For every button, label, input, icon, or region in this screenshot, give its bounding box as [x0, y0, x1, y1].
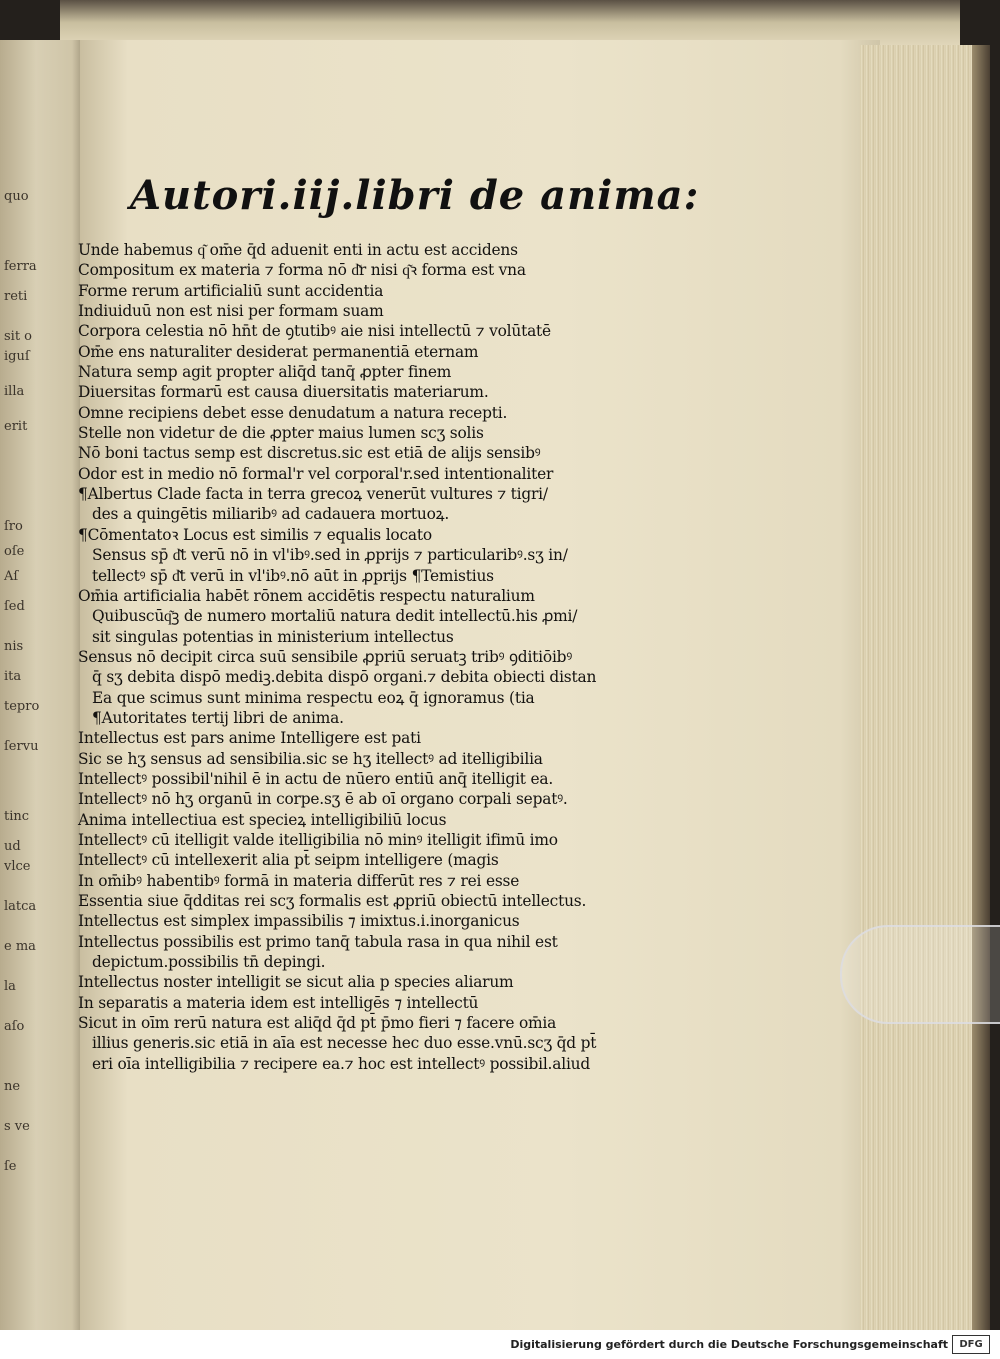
- left-page-fragment: la: [4, 979, 16, 994]
- left-page-fragment: Aſ: [4, 569, 19, 584]
- text-line: Intellectus est pars anime Intelligere est pati: [78, 729, 421, 748]
- text-line: Om̄ia artificialia habēt rōnem accidētis respectu naturalium: [78, 586, 535, 605]
- text-line: Ea que scimus sunt minima respectu eoꝝ q̄ ignoramus (tia: [92, 688, 535, 707]
- text-line: Intellectꝰ cū intellexerit alia pt̄ seipm intelligere (magis: [78, 851, 499, 870]
- text-line: Sic se hʒ sensus ad sensibilia.sic se hʒ itellectꝰ ad itelligibilia: [78, 749, 543, 768]
- text-line: In separatis a materia idem est intelligēs ⁊ intellectū: [78, 993, 479, 1012]
- text-line: Natura semp agit propter aliq̄d tanq̄ ꝓpter finem: [78, 363, 452, 382]
- text-line: Om̄e ens naturaliter desiderat permanentiā eternam: [78, 342, 479, 361]
- text-line: eri oīa intelligibilia ⁊ recipere ea.⁊ hoc est intellectꝰ possibil.aliud: [92, 1054, 591, 1073]
- left-page-fragment: oſe: [4, 544, 25, 559]
- text-line: des a quingētis miliaribꝰ ad cadauera mortuoꝝ.: [92, 505, 450, 524]
- text-line: Indiuiduū non est nisi per formam suam: [78, 302, 384, 321]
- left-page-fragment: ud: [4, 839, 21, 854]
- left-page-fragment: nis: [4, 639, 24, 654]
- text-line: Sensus nō decipit circa suū sensibile ꝓpriū seruatꝫ tribꝰ ꝯditiōibꝰ: [78, 647, 572, 666]
- page-fore-edge: [860, 45, 990, 1330]
- text-line: Sicut in oīm rerū natura est aliq̄d q̄d pt̄ p̄mo fieri ⁊ facere om̄ia: [78, 1014, 557, 1033]
- text-line: ¶Albertus Clade facta in terra grecoꝝ venerūt vultures ⁊ tigri/: [78, 485, 548, 504]
- text-line: Unde habemus q͂ om̄e q̄d aduenit enti in actu est accidens: [78, 241, 518, 259]
- left-page-fragment: ſed: [4, 599, 25, 614]
- text-line: Anima intellectiua est specieꝝ intelligibiliū locus: [78, 810, 447, 829]
- left-page-fragment: vlce: [4, 859, 31, 874]
- left-page-fragment: tepro: [4, 699, 40, 714]
- text-line: Corpora celestia nō hn̄t de ꝯtutibꝰ aie nisi intellectū ⁊ volūtatē: [78, 322, 551, 341]
- text-line: ¶Cōmentatoꝛ Locus est similis ⁊ equalis locato: [78, 525, 432, 544]
- left-page-fragment: aſo: [4, 1019, 25, 1034]
- left-page-fragment: quo: [4, 189, 29, 204]
- left-page-fragment: ferra: [4, 259, 37, 274]
- funding-credit: Digitalisierung gefördert durch die Deutsche Forschungsgemeinschaft: [510, 1338, 948, 1351]
- text-line: sit singulas potentias in ministerium intellectus: [92, 627, 454, 646]
- left-page-fragment: latca: [4, 899, 37, 914]
- left-page-fragment: reti: [4, 289, 28, 304]
- text-line: Intellectꝰ possibil'nihil ē in actu de nūero entiū anq̄ itelligit ea.: [78, 769, 554, 788]
- left-page: [0, 40, 90, 1330]
- text-line: Essentia siue q̄dditas rei scʒ formalis est ꝓpriū obiectū intellectus.: [78, 892, 587, 910]
- left-page-fragment: tinc: [4, 809, 30, 824]
- text-line: Stelle non videtur de die ꝓpter maius lumen scʒ solis: [78, 424, 484, 443]
- left-page-fragment: s ve: [4, 1119, 30, 1134]
- text-line: Forme rerum artificialiū sunt accidentia: [78, 281, 384, 300]
- left-page-fragment: iguſ: [4, 349, 30, 364]
- text-line: q̄ sʒ debita dispō mediꝫ.debita dispō organi.⁊ debita obiecti distan: [92, 668, 597, 687]
- page-text: [78, 240, 638, 1074]
- text-line: illius generis.sic etiā in aīa est necesse hec duo esse.vnū.scʒ q̄d pt̄: [92, 1034, 597, 1053]
- left-page-fragment: erit: [4, 419, 28, 434]
- text-line: In om̄ibꝰ habentibꝰ formā in materia differūt res ⁊ rei esse: [78, 871, 520, 890]
- text-line: Compositum ex materia ⁊ forma nō d͂r nisi q͂ꝛ forma est vna: [78, 261, 526, 280]
- text-line: Omne recipiens debet esse denudatum a natura recepti.: [78, 403, 508, 422]
- left-page-fragment: ne: [4, 1079, 21, 1094]
- page-clip: [840, 925, 1000, 1024]
- text-line: Intellectus noster intelligit se sicut alia p species aliarum: [78, 973, 514, 992]
- text-line: Intellectꝰ cū itelligit valde itelligibilia nō minꝰ itelligit ifimū imo: [78, 830, 558, 849]
- text-line: Sensus sp̄ d͂t verū nō in vl'ibꝰ.sed in ꝓprijs ⁊ particularibꝰ.sʒ in/: [92, 546, 568, 565]
- page-heading: Autori.iij.libri de anima:: [130, 172, 700, 219]
- text-line: Intellectus possibilis est primo tanq̄ tabula rasa in qua nihil est: [78, 932, 558, 951]
- left-page-fragment: ita: [4, 669, 22, 684]
- left-page-fragment: e ma: [4, 939, 36, 954]
- text-line: ¶Autoritates tertij libri de anima.: [92, 708, 344, 727]
- text-line: Nō boni tactus semp est discretus.sic est etiā de alijs sensibꝰ: [78, 444, 541, 463]
- text-line: Intellectꝰ nō hʒ organū in corpe.sʒ ē ab oī organo corpali sepatꝰ.: [78, 790, 568, 809]
- left-page-fragment: ſe: [4, 1159, 17, 1174]
- text-line: Quibuscūq͂ꝫ de numero mortaliū natura dedit intellectū.his ꝓmi/: [92, 607, 578, 626]
- left-page-fragment: ſro: [4, 519, 23, 534]
- left-page-fragment: ſervu: [4, 739, 39, 754]
- left-page-fragment: illa: [4, 384, 25, 399]
- dfg-logo: DFG: [952, 1335, 990, 1354]
- footer-bar: [0, 1330, 1000, 1359]
- text-line: tellectꝰ sp̄ d͂t verū in vl'ibꝰ.nō aūt in ꝓprijs ¶Temistius: [92, 566, 494, 585]
- text-line: depictum.possibilis tn̄ depingi.: [92, 953, 326, 972]
- text-line: Odor est in medio nō formal'r vel corporal'r.sed intentionaliter: [78, 464, 554, 483]
- text-line: Diuersitas formarū est causa diuersitatis materiarum.: [78, 383, 489, 402]
- left-page-fragment: sit o: [4, 329, 33, 344]
- text-line: Intellectus est simplex impassibilis ⁊ imixtus.i.inorganicus: [78, 912, 520, 931]
